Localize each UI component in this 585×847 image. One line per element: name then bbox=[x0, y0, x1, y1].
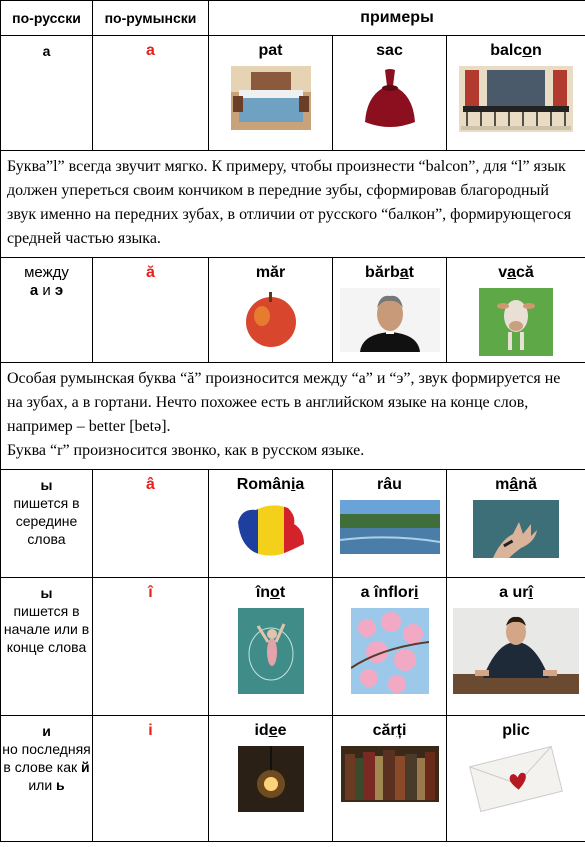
example-cell bbox=[333, 578, 447, 716]
cow-image bbox=[479, 288, 553, 356]
example-cell bbox=[209, 258, 333, 363]
example-cell bbox=[333, 258, 447, 363]
note-row bbox=[1, 363, 585, 470]
example-cell bbox=[333, 36, 447, 151]
header-russian: по-русски bbox=[1, 1, 93, 36]
header-row bbox=[1, 1, 585, 36]
example-word: râu bbox=[377, 476, 402, 493]
apple-image bbox=[238, 288, 304, 348]
hand-image bbox=[473, 500, 559, 558]
table-row bbox=[1, 470, 585, 578]
example-word: înot bbox=[255, 584, 286, 601]
romanian-letter: î bbox=[93, 578, 209, 716]
header-examples: примеры bbox=[209, 1, 585, 36]
example-word: bărbat bbox=[365, 264, 414, 281]
table-row bbox=[1, 578, 585, 716]
blossoms-image bbox=[351, 608, 429, 694]
note-text: Особая румынская буква “ă” произносится между “а” и “э”, звук формируется не на зубах, а в гортани. Нечто похожее есть в английском языке на конце слов, например – better [betə]. Буква “r” произносится звонко, как в русском языке. bbox=[1, 363, 585, 470]
example-cell bbox=[209, 578, 333, 716]
bearded-man-image bbox=[340, 288, 440, 352]
example-word: măr bbox=[255, 264, 286, 281]
romania-map-image bbox=[232, 500, 310, 562]
light-bulb-image bbox=[238, 746, 304, 812]
example-word: pat bbox=[258, 42, 283, 59]
note-text: Буква”l” всегда звучит мягко. К примеру, чтобы произнести “balcon”, для “l” язык должен упереться своим кончиком в передние зубы, сформировав благородный звук именно на передних зубах, в отличии от русского “балкон”, формирующегося средней частью языка. bbox=[1, 151, 585, 258]
table-row bbox=[1, 36, 585, 151]
example-cell bbox=[447, 36, 585, 151]
example-word: balcon bbox=[490, 42, 542, 59]
example-word: mână bbox=[495, 476, 537, 493]
example-cell bbox=[333, 716, 447, 842]
example-word: a înflori bbox=[360, 584, 419, 601]
russian-letter: а bbox=[1, 36, 93, 151]
red-sack-image bbox=[355, 66, 425, 132]
example-cell bbox=[333, 470, 447, 578]
example-cell bbox=[209, 470, 333, 578]
romanian-letter: i bbox=[93, 716, 209, 842]
example-word: sac bbox=[376, 42, 403, 59]
header-romanian: по-румынски bbox=[93, 1, 209, 36]
balcony-image bbox=[459, 66, 573, 132]
table-row bbox=[1, 258, 585, 363]
bedroom-image bbox=[231, 66, 311, 130]
romanian-letter: â bbox=[93, 470, 209, 578]
example-cell bbox=[447, 716, 585, 842]
russian-letter: ы пишется в середине слова bbox=[1, 470, 93, 578]
table-row bbox=[1, 716, 585, 842]
example-cell bbox=[209, 36, 333, 151]
note-row bbox=[1, 151, 585, 258]
romanian-letter: a bbox=[93, 36, 209, 151]
russian-letter: и но последняя в слове как й или ь bbox=[1, 716, 93, 842]
example-word: plic bbox=[502, 722, 530, 739]
example-cell bbox=[447, 470, 585, 578]
books-image bbox=[341, 746, 439, 802]
example-word: România bbox=[236, 476, 305, 493]
example-word: vacă bbox=[498, 264, 534, 281]
russian-letter: ы пишется в начале или в конце слова bbox=[1, 578, 93, 716]
envelope-image bbox=[466, 746, 566, 812]
angry-man-image bbox=[453, 608, 579, 694]
swimmer-image bbox=[238, 608, 304, 694]
river-image bbox=[340, 500, 440, 554]
example-cell bbox=[447, 258, 585, 363]
example-cell bbox=[209, 716, 333, 842]
romanian-letter: ă bbox=[93, 258, 209, 363]
example-word: a urî bbox=[499, 584, 533, 601]
example-cell bbox=[447, 578, 585, 716]
example-word: idee bbox=[254, 722, 287, 739]
russian-letter: между а и э bbox=[1, 258, 93, 363]
example-word: cărți bbox=[372, 722, 407, 739]
